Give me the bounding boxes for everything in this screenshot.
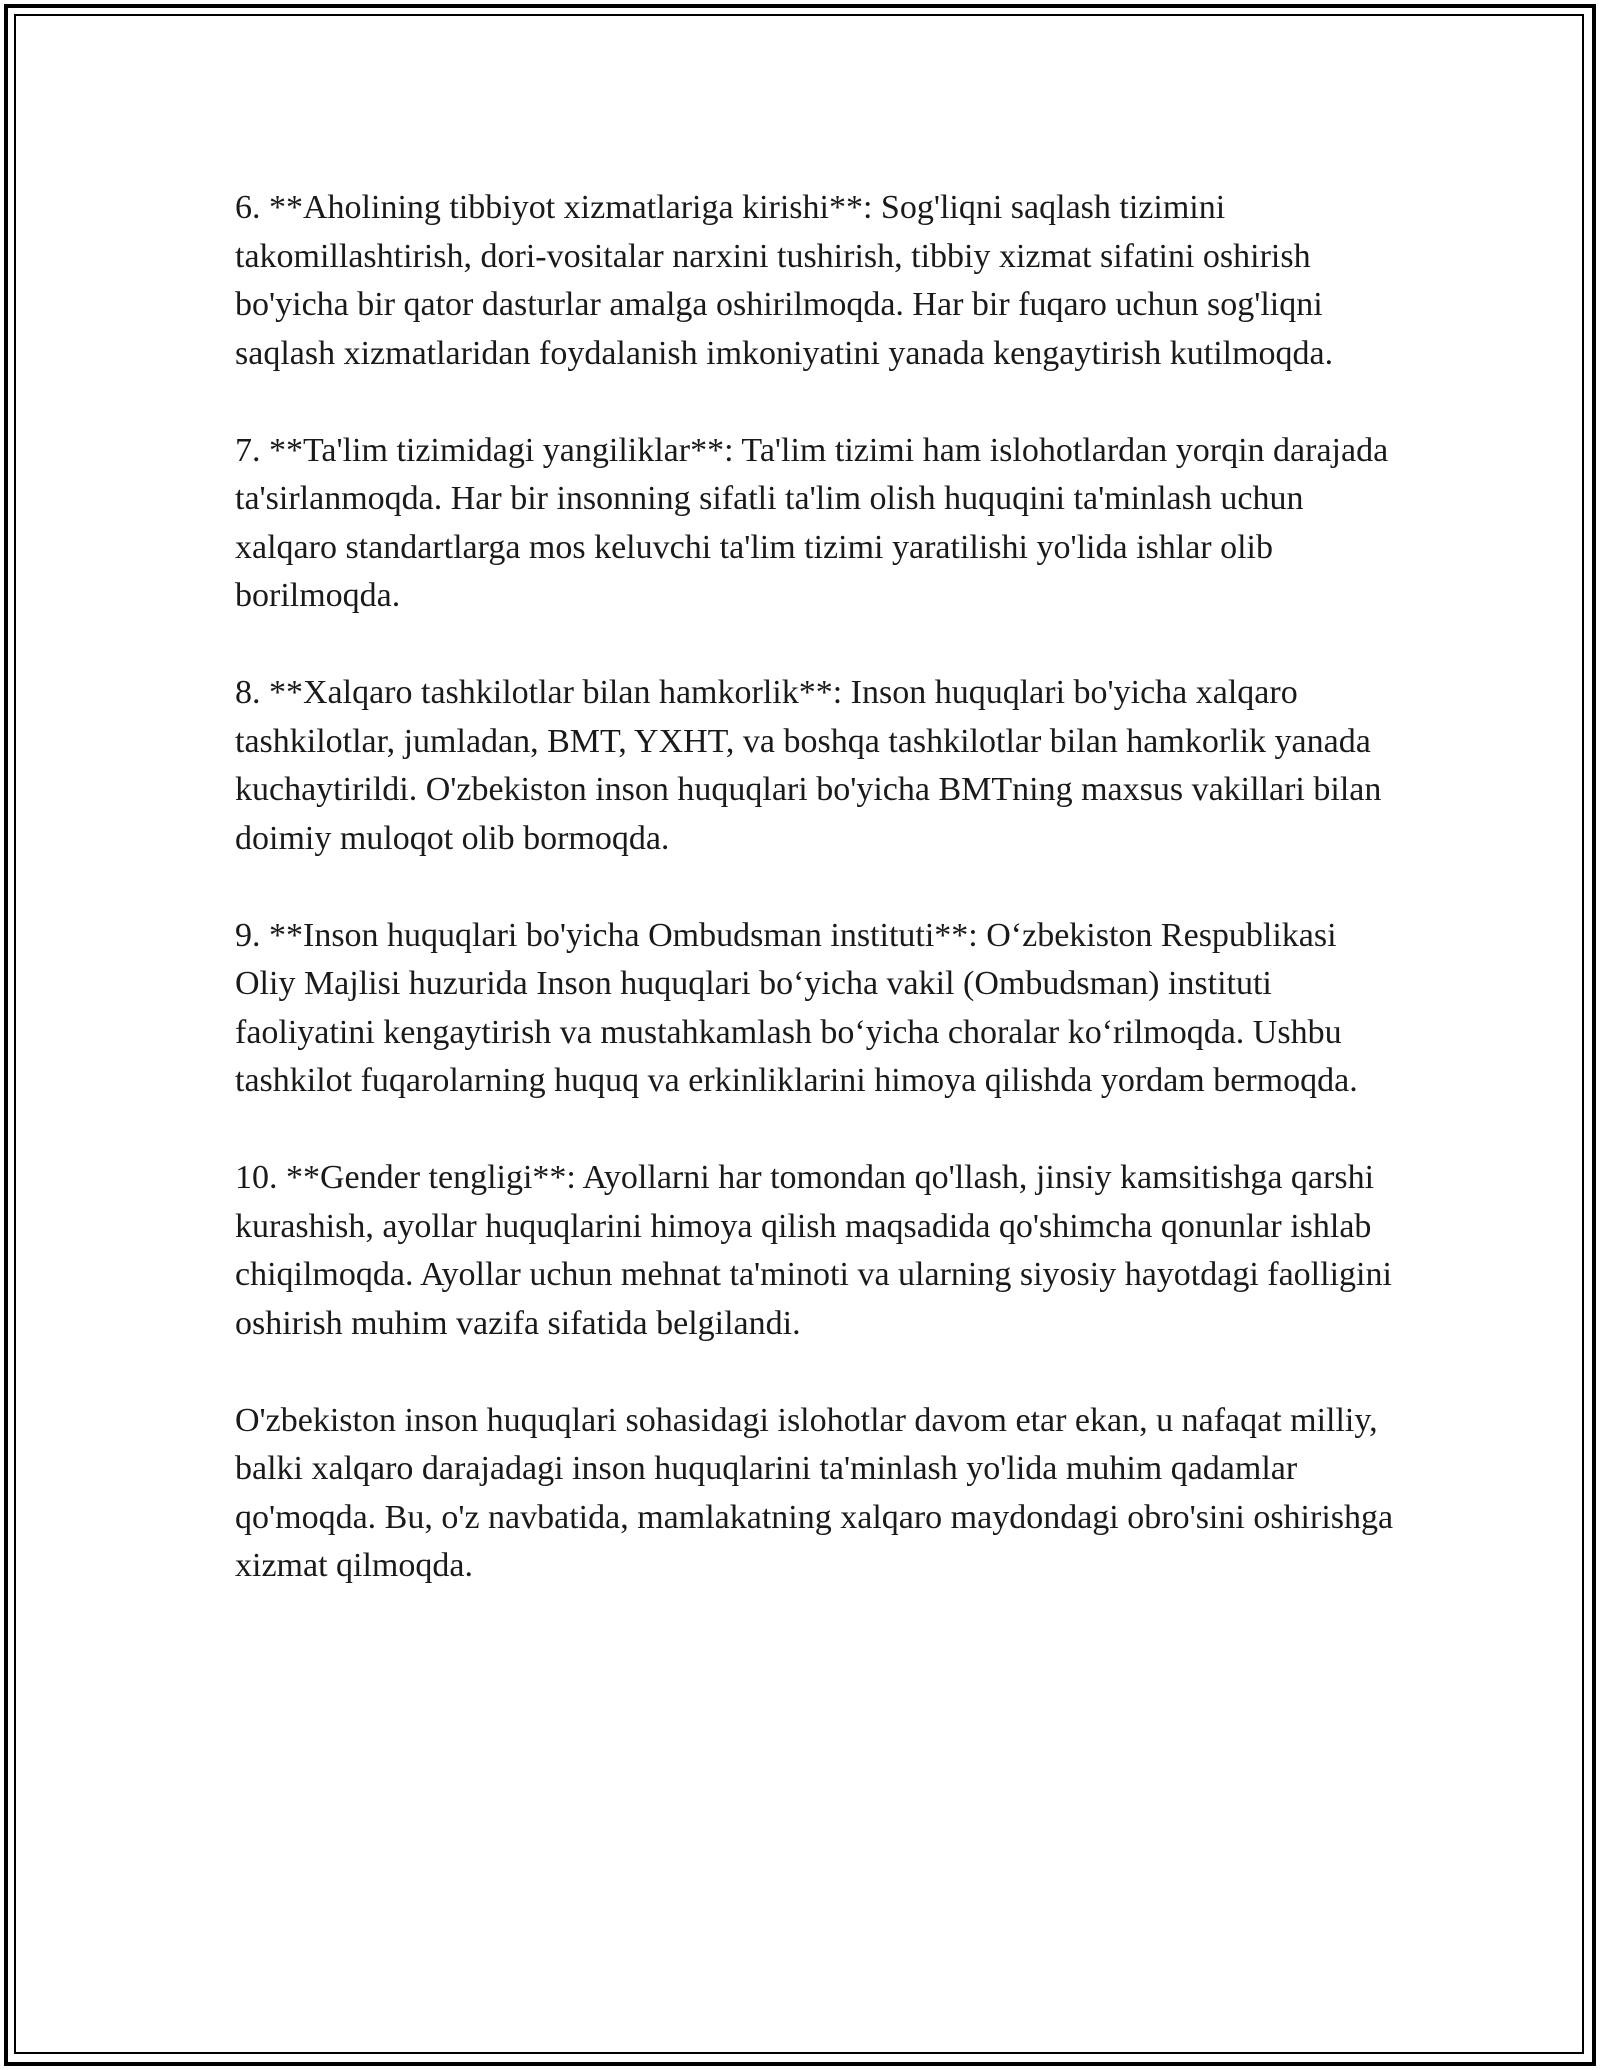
- document-body: [235, 184, 1395, 1639]
- paragraph-gender-equality: 10. **Gender tengligi**: Ayollarni har tomondan qo'llash, jinsiy kamsitishga qarshi kurashish, ayollar huquqlarini himoya qilish maqsadida qo'shimcha qonunlar ishlab chiqilmoqda. Ayollar uchun mehnat ta'minoti va ularning siyosiy hayotdagi faolligini oshirish muhim vazifa sifatida belgilandi.: [235, 1159, 1392, 1342]
- paragraph-healthcare-access: 6. **Aholining tibbiyot xizmatlariga kirishi**: Sog'liqni saqlash tizimini takomillashtirish, dori-vositalar narxini tushirish, tibbiy xizmat sifatini oshirish bo'yicha bir qator dasturlar amalga oshirilmoqda. Har bir fuqaro uchun sog'liqni saqlash xizmatlaridan foydalanish imkoniyatini yanada kengaytirish kutilmoqda.: [235, 189, 1334, 372]
- paragraph-education-reforms: 7. **Ta'lim tizimidagi yangiliklar**: Ta'lim tizimi ham islohotlardan yorqin darajada ta'sirlanmoqda. Har bir insonning sifatli ta'lim olish huquqini ta'minlash uchun xalqaro standartlarga mos keluvchi ta'lim tizimi yaratilishi yo'lida ishlar olib borilmoqda.: [235, 431, 1389, 614]
- paragraph-ombudsman-institute: 9. **Inson huquqlari bo'yicha Ombudsman instituti**: O‘zbekiston Respublikasi Oliy Majlisi huzurida Inson huquqlari bo‘yicha vakil (Ombudsman) instituti faoliyatini kengaytirish va mustahkamlash bo‘yicha choralar ko‘rilmoqda. Ushbu tashkilot fuqarolarning huquq va erkinliklarini himoya qilishda yordam bermoqda.: [235, 916, 1358, 1099]
- paragraph-international-cooperation: 8. **Xalqaro tashkilotlar bilan hamkorlik**: Inson huquqlari bo'yicha xalqaro tashkilotlar, jumladan, BMT, YXHT, va boshqa tashkilotlar bilan hamkorlik yanada kuchaytirildi. O'zbekiston inson huquqlari bo'yicha BMTning maxsus vakillari bilan doimiy muloqot olib bormoqda.: [235, 674, 1382, 857]
- paragraph-conclusion: O'zbekiston inson huquqlari sohasidagi islohotlar davom etar ekan, u nafaqat milliy, balki xalqaro darajadagi inson huquqlarini ta'minlash yo'lida muhim qadamlar qo'moqda. Bu, o'z navbatida, mamlakatning xalqaro maydondagi obro'sini oshirishga xizmat qilmoqda.: [235, 1401, 1394, 1584]
